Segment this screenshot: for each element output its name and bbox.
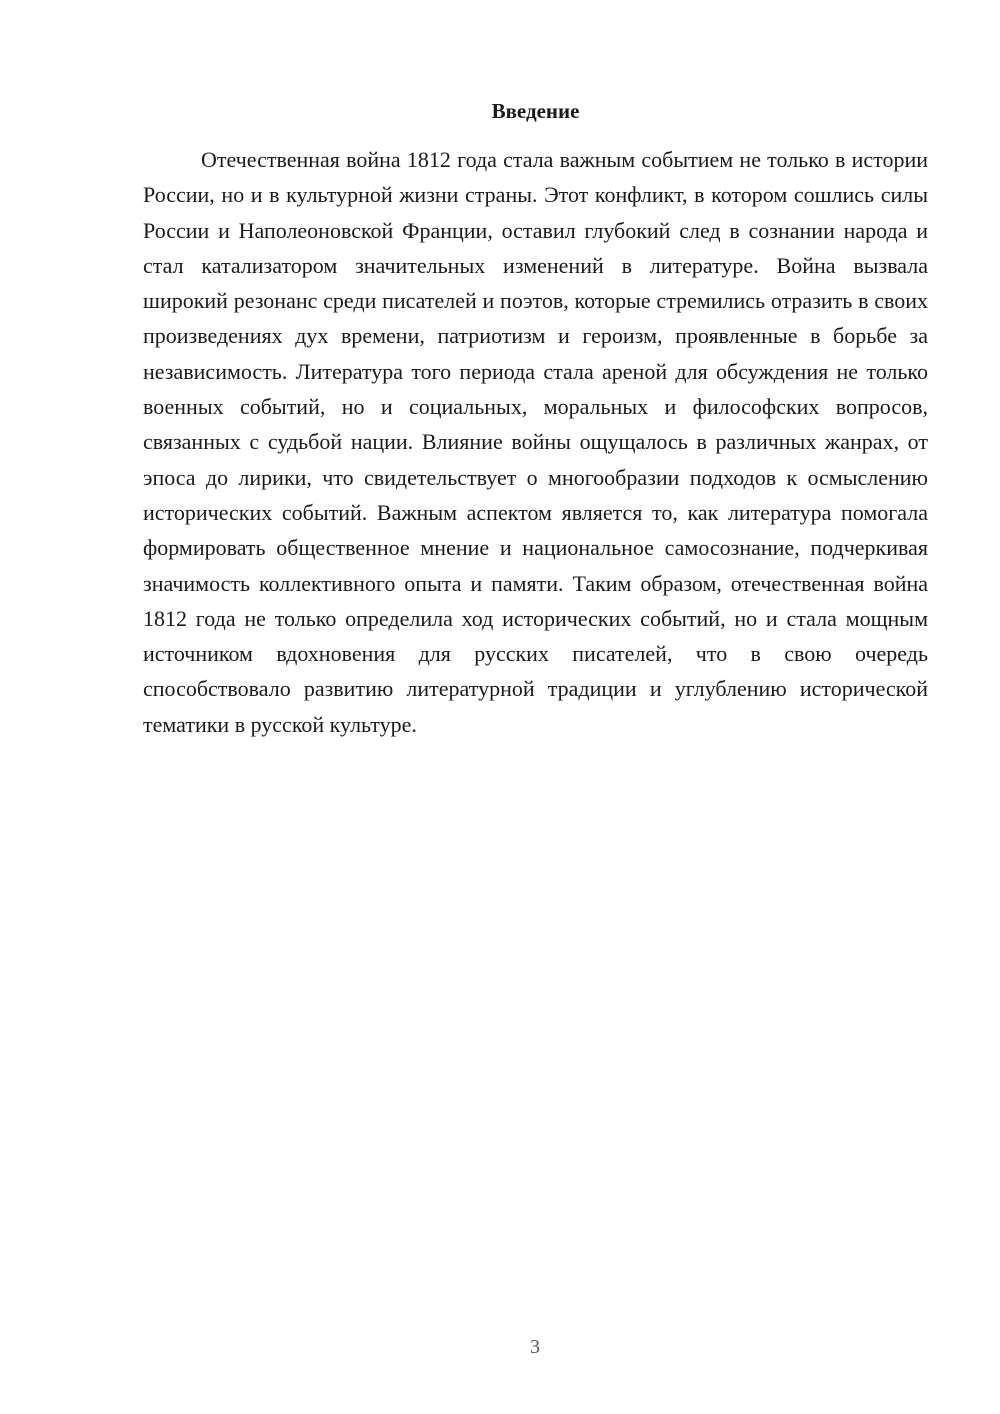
- body-paragraph: Отечественная война 1812 года стала важным событием не только в истории России, но и в культурной жизни страны. Этот конфликт, в котором сошлись силы России и Наполеоновской Франции, оставил глубокий след в сознании народа и стал катализатором значительных изменений в литературе. Война вызвала широкий резонанс среди писателей и поэтов, которые стремились отразить в своих произведениях дух времени, патриотизм и героизм, проявленные в борьбе за независимость. Литература того периода стала ареной для обсуждения не только военных событий, но и социальных, моральных и философских вопросов, связанных с судьбой нации. Влияние войны ощущалось в различных жанрах, от эпоса до лирики, что свидетельствует о многообразии подходов к осмыслению исторических событий. Важным аспектом является то, как литература помогала формировать общественное мнение и национальное самосознание, подчеркивая значимость коллективного опыта и памяти. Таким образом, отечественная война 1812 года не только определила ход исторических событий, но и стала мощным источником вдохновения для русских писателей, что в свою очередь способствовало развитию литературной традиции и углублению исторической тематики в русской культуре.: [143, 147, 928, 737]
- page-number: 3: [530, 1336, 540, 1358]
- section-title: Введение: [491, 99, 580, 123]
